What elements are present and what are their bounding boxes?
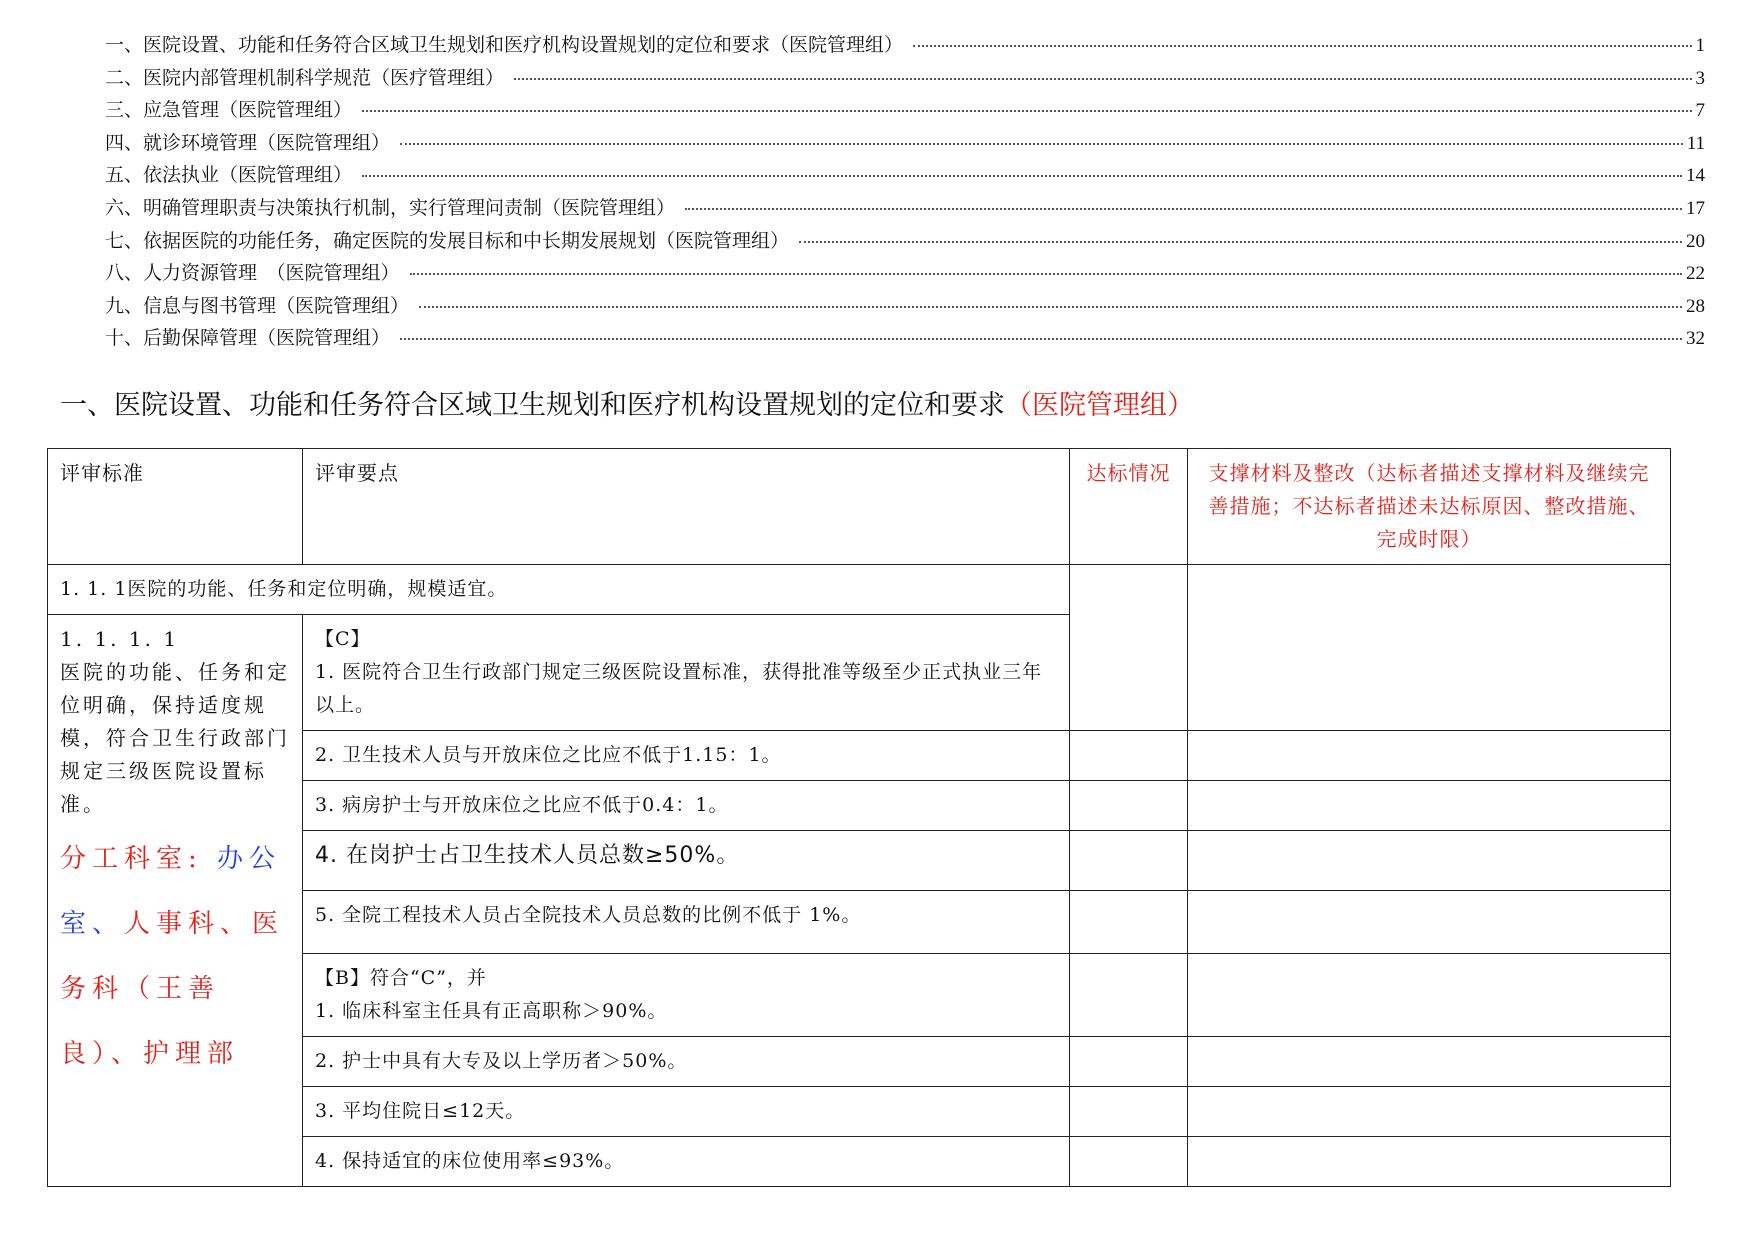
- support-cell[interactable]: [1188, 781, 1671, 831]
- toc-page: 1: [1695, 35, 1705, 56]
- status-cell[interactable]: [1070, 1137, 1188, 1187]
- toc-title: 二、医院内部管理机制科学规范（医疗管理组）: [105, 66, 505, 89]
- dept-blue: 办公室、: [60, 844, 282, 939]
- toc-leader: [410, 273, 1682, 275]
- support-cell[interactable]: [1188, 891, 1671, 954]
- toc-item[interactable]: [105, 128, 1705, 161]
- point-c1: 1. 医院符合卫生行政部门规定三级医院设置标准，获得批准等级至少正式执业三年以上。: [315, 661, 1043, 716]
- standard-cell: [48, 615, 303, 1187]
- toc-leader: [514, 78, 1691, 80]
- status-cell[interactable]: [1070, 731, 1188, 781]
- status-cell[interactable]: [1070, 565, 1188, 731]
- support-cell[interactable]: [1188, 1137, 1671, 1187]
- toc-item[interactable]: [105, 63, 1705, 96]
- status-cell[interactable]: [1070, 954, 1188, 1037]
- support-cell[interactable]: [1188, 731, 1671, 781]
- toc-item[interactable]: [105, 30, 1705, 63]
- support-cell[interactable]: [1188, 831, 1671, 891]
- c-label: 【C】: [315, 628, 371, 650]
- point-b4: 4. 保持适宜的床位使用率≤93%。: [303, 1137, 1070, 1187]
- heading-group: （医院管理组）: [1005, 390, 1194, 421]
- toc-title: 七、依据医院的功能任务，确定医院的发展目标和中长期发展规划（医院管理组）: [105, 229, 790, 252]
- section-heading: [60, 383, 1194, 422]
- status-cell[interactable]: [1070, 831, 1188, 891]
- toc-page: 14: [1686, 165, 1705, 187]
- toc-page: 32: [1686, 328, 1705, 350]
- toc-leader: [400, 143, 1683, 145]
- support-cell[interactable]: [1188, 1037, 1671, 1087]
- status-cell[interactable]: [1070, 891, 1188, 954]
- support-cell[interactable]: [1188, 565, 1671, 731]
- toc-title: 九、信息与图书管理（医院管理组）: [105, 294, 410, 317]
- point-b3: 3. 平均住院日≤12天。: [303, 1087, 1070, 1137]
- header-points: 评审要点: [303, 449, 1070, 565]
- header-standard: 评审标准: [48, 449, 303, 565]
- toc-title: 三、应急管理（医院管理组）: [105, 99, 353, 122]
- status-cell[interactable]: [1070, 781, 1188, 831]
- dept-label: 分工科室:: [60, 844, 203, 874]
- point-c5: 5. 全院工程技术人员占全院技术人员总数的比例不低于 1%。: [303, 891, 1070, 954]
- toc-title: 八、人力资源管理 （医院管理组）: [105, 262, 400, 285]
- toc-title: 四、就诊环境管理（医院管理组）: [105, 131, 391, 154]
- toc-page: 20: [1686, 230, 1705, 252]
- point-b2: 2. 护士中具有大专及以上学历者＞50%。: [303, 1037, 1070, 1087]
- status-cell[interactable]: [1070, 1037, 1188, 1087]
- toc-page: 17: [1686, 197, 1705, 219]
- header-status: 达标情况: [1070, 449, 1188, 565]
- support-cell[interactable]: [1188, 1087, 1671, 1137]
- toc-item[interactable]: [105, 258, 1705, 291]
- toc-page: 11: [1686, 132, 1705, 154]
- toc-leader: [685, 208, 1682, 210]
- toc-page: 3: [1695, 67, 1705, 89]
- review-table: [47, 448, 1671, 1187]
- toc-page: 22: [1686, 263, 1705, 285]
- toc-title: 一、医院设置、功能和任务符合区域卫生规划和医疗机构设置规划的定位和要求（医院管理组）: [105, 34, 904, 56]
- heading-main: 一、医院设置、功能和任务符合区域卫生规划和医疗机构设置规划的定位和要求: [60, 390, 1005, 421]
- dept-rest: 人事科、医务科（王善良）、护理部: [60, 909, 285, 1069]
- toc-leader: [400, 338, 1682, 340]
- toc-page: 7: [1695, 100, 1705, 122]
- toc-page: 28: [1686, 295, 1705, 317]
- point-cell: [303, 615, 1070, 731]
- toc-leader: [419, 306, 1682, 308]
- toc-leader: [799, 241, 1682, 243]
- table-of-contents: [105, 30, 1705, 356]
- support-cell[interactable]: [1188, 954, 1671, 1037]
- status-cell[interactable]: [1070, 1087, 1188, 1137]
- toc-title: 十、后勤保障管理（医院管理组）: [105, 327, 391, 350]
- toc-leader: [362, 175, 1682, 177]
- toc-leader: [362, 110, 1691, 112]
- point-cell: [303, 954, 1070, 1037]
- section-row: 1. 1. 1医院的功能、任务和定位明确，规模适宜。: [48, 565, 1070, 615]
- toc-item[interactable]: [105, 323, 1705, 356]
- table-header-row: [48, 449, 1671, 565]
- department-assignment: [60, 827, 290, 1087]
- toc-title: 六、明确管理职责与决策执行机制，实行管理问责制（医院管理组）: [105, 196, 676, 219]
- toc-item[interactable]: [105, 193, 1705, 226]
- b-label: 【B】符合“C”，并: [315, 967, 487, 989]
- header-support: 支撑材料及整改（达标者描述支撑材料及继续完善措施；不达标者描述未达标原因、整改措施、完成时限）: [1188, 449, 1671, 565]
- standard-text: 医院的功能、任务和定位明确，保持适度规模，符合卫生行政部门规定三级医院设置标准。: [60, 660, 290, 816]
- point-c2: 2. 卫生技术人员与开放床位之比应不低于1.15：1。: [303, 731, 1070, 781]
- point-c3: 3. 病房护士与开放床位之比应不低于0.4：1。: [303, 781, 1070, 831]
- point-c4: 4. 在岗护士占卫生技术人员总数≥50%。: [303, 831, 1070, 891]
- toc-item[interactable]: [105, 291, 1705, 324]
- toc-item[interactable]: [105, 226, 1705, 259]
- toc-leader: [913, 45, 1691, 47]
- toc-item[interactable]: [105, 160, 1705, 193]
- toc-item[interactable]: [105, 95, 1705, 128]
- toc-title: 五、依法执业（医院管理组）: [105, 164, 353, 187]
- point-b1: 1. 临床科室主任具有正高职称＞90%。: [315, 1000, 668, 1022]
- standard-code: 1. 1. 1. 1: [60, 627, 180, 651]
- table-row: [48, 565, 1671, 615]
